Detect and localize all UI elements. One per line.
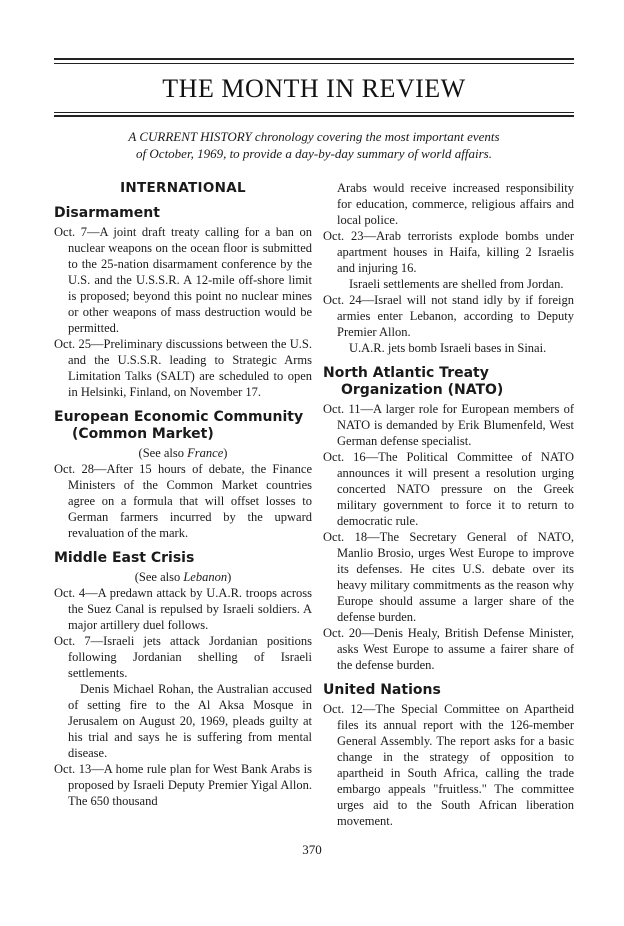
left-column [54,180,312,809]
entry-mideast-rohan: Denis Michael Rohan, the Australian accused of setting fire to the Al Aksa Mosque in Jerusalem on August 20, 1969, pleads guilty at his trial and says he is suffering from mental disease. [68,682,312,760]
entry-mideast-oct7: Oct. 7—Israeli jets attack Jordanian positions following Jordanian shelling of Israeli settlements. [54,634,312,680]
subtitle [54,128,574,162]
entry-nato-oct20: Oct. 20—Denis Healy, British Defense Minister, asks West Europe to assume a fairer share of the defense burden. [323,626,574,672]
see-also-lebanon: (See also Lebanon) [134,570,232,584]
heading-eec-line1: European Economic Community [54,409,304,425]
heading-nato-line1: North Atlantic Treaty [323,365,489,381]
top-rule-thick [54,58,574,60]
entry-un-oct12: Oct. 12—The Special Committee on Apartheid files its annual report with the 126-member General Assembly. The report asks for a basic change in the strategy of opposition to apartheid in South Africa, calling the trade embargo appeals "fruitless." The committee urges aid to the South African liberation movement. [323,702,574,828]
heading-nato-line2: Organization (NATO) [341,382,504,398]
heading-middle-east: Middle East Crisis [54,550,195,566]
page-number: 370 [302,842,322,857]
heading-nato [323,365,574,399]
heading-united-nations: United Nations [323,682,441,698]
section-international: INTERNATIONAL [120,180,246,196]
heading-disarmament: Disarmament [54,205,160,221]
subtitle-line-2: of October, 1969, to provide a day-by-day summary of world affairs. [136,146,492,161]
top-rule-thin [54,63,574,64]
heading-eec [54,409,312,443]
entry-nato-oct18: Oct. 18—The Secretary General of NATO, Manlio Brosio, urges West Europe to improve its defenses. He cites U.S. debate over its heavy military commitments as the reason why Europe should assume a larger share of the defense burden. [323,530,574,624]
right-column [323,180,574,829]
heading-eec-line2: (Common Market) [72,426,214,442]
entry-mideast-oct13: Oct. 13—A home rule plan for West Bank Arabs is proposed by Israeli Deputy Premier Yigal Allon. The 650 thousand [54,762,312,808]
entry-nato-oct16: Oct. 16—The Political Committee of NATO announces it will present a resolution urging concerted NATO pressure on the Greek military government to force it to return to democratic rule. [323,450,574,528]
entry-disarmament-oct25: Oct. 25—Preliminary discussions between the U.S. and the U.S.S.R. leading to Strategic Arms Limitation Talks (SALT) are scheduled to open in Helsinki, Finland, on November 17. [54,337,312,399]
entry-mideast-oct24: Oct. 24—Israel will not stand idly by if foreign armies enter Lebanon, according to Deputy Premier Allon. [323,293,574,339]
entry-mideast-oct23: Oct. 23—Arab terrorists explode bombs under apartment houses in Haifa, killing 2 Israelis and injuring 16. [323,229,574,275]
entry-mideast-shelling: Israeli settlements are shelled from Jordan. [349,277,564,291]
see-also-france: (See also France) [138,446,228,460]
subtitle-line-1: A CURRENT HISTORY chronology covering the most important events [128,129,500,144]
cross-reference-france: France [187,446,224,460]
cross-reference-lebanon: Lebanon [183,570,228,584]
entry-disarmament-oct7: Oct. 7—A joint draft treaty calling for a ban on nuclear weapons on the ocean floor is submitted to the 25-nation disarmament conference by the U.S. and the U.S.S.R. A 12-mile off-shore limit is proposed; beyond this point no nuclear mines or other weapons of mass destruction would be permitted. [54,225,312,335]
entry-eec-oct28: Oct. 28—After 15 hours of debate, the Finance Ministers of the Common Market countries agree on a formula that will offset losses to German farmers incurred by the upward revaluation of the mark. [54,462,312,540]
entry-mideast-sinai: U.A.R. jets bomb Israeli bases in Sinai. [349,341,547,355]
title-rule-thick [54,115,574,117]
title-rule-thin [54,112,574,113]
page-title: THE MONTH IN REVIEW [162,74,466,103]
entry-mideast-oct13-cont: Arabs would receive increased responsibility for education, commerce, religious affairs and local police. [337,181,574,227]
entry-mideast-oct4: Oct. 4—A predawn attack by U.A.R. troops across the Suez Canal is repulsed by Israeli soldiers. A major artillery duel follows. [54,586,312,632]
entry-nato-oct11: Oct. 11—A larger role for European members of NATO is demanded by Erik Blumenfeld, West German defense specialist. [323,402,574,448]
